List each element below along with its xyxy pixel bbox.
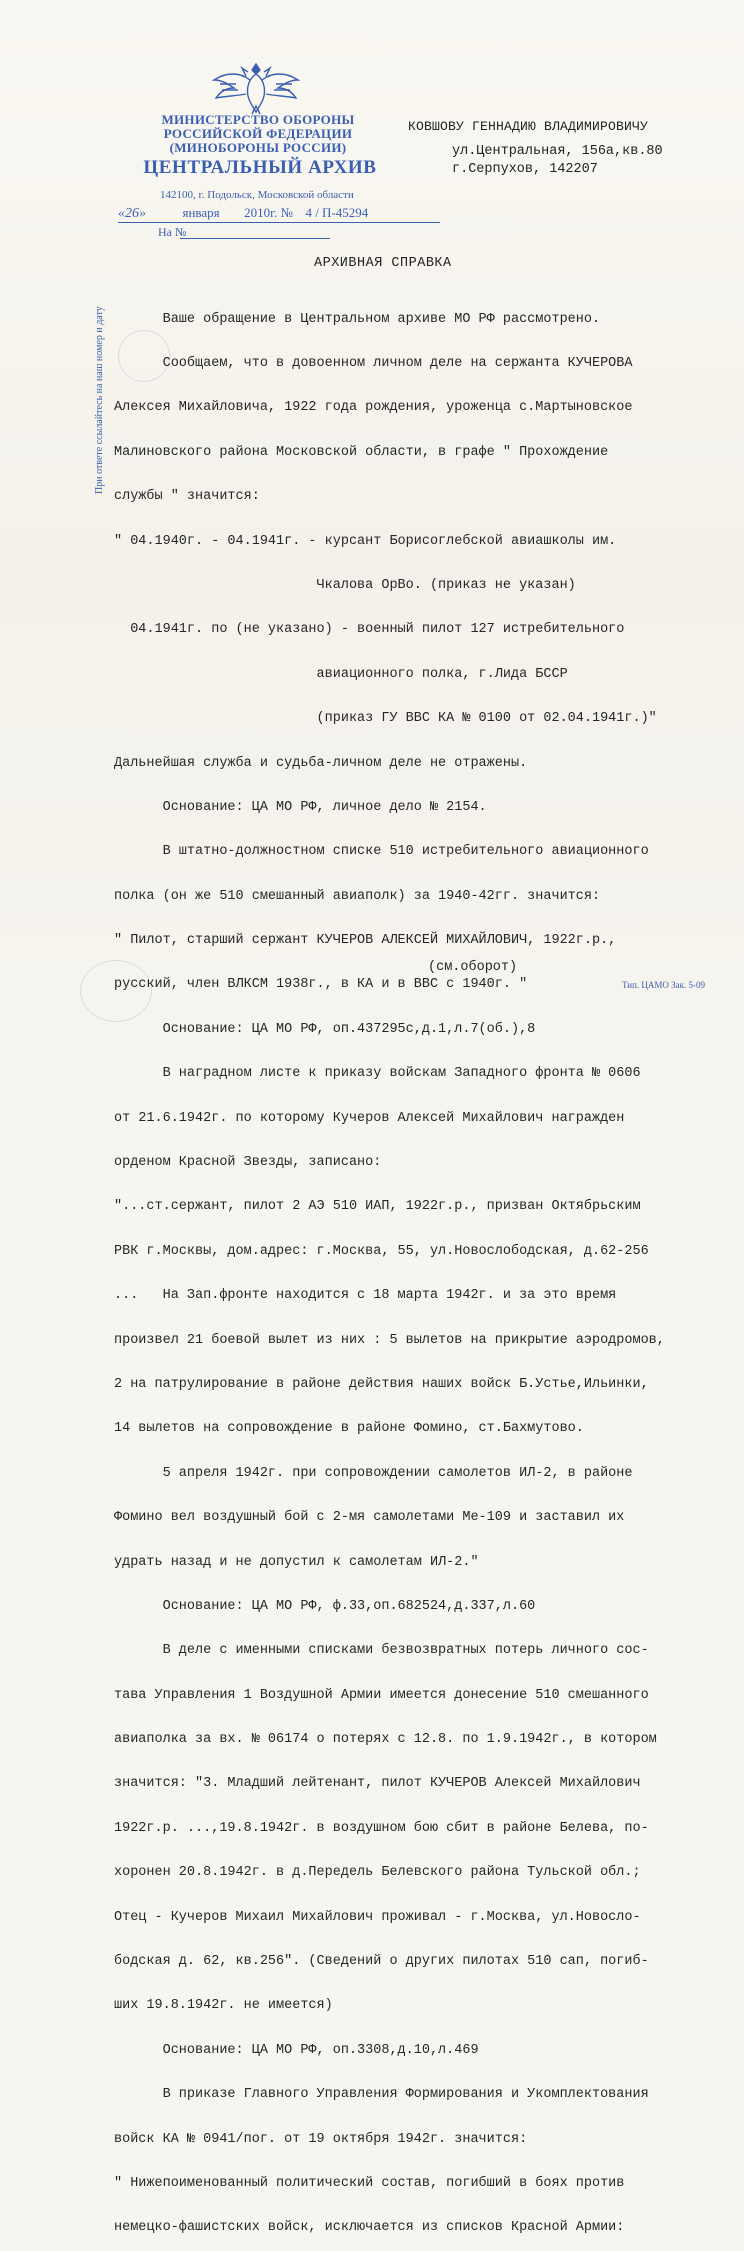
- document-body: [114, 283, 665, 2251]
- reference-number-label: На №: [158, 225, 187, 239]
- body-line: удрать назад и не допустил к самолетам ИЛ-2.": [114, 1554, 479, 1570]
- body-line: хоронен 20.8.1942г. в д.Передель Белевского района Тульской обл.;: [114, 1865, 641, 1881]
- body-line: Ваше обращение в Центральном архиве МО РФ рассмотрено.: [114, 311, 601, 327]
- body-line: произвел 21 боевой вылет из них : 5 вылетов на прикрытие аэродромов,: [114, 1332, 665, 1348]
- date-year: 10: [257, 205, 271, 220]
- body-line: РВК г.Москвы, дом.адрес: г.Москва, 55, ул.Новослободская, д.62-256: [114, 1243, 649, 1259]
- body-line: (приказ ГУ ВВС КА № 0100 от 02.04.1941г.)": [114, 711, 657, 727]
- body-line: 1922г.р. ...,19.8.1942г. в воздушном бою сбит в районе Белева, по-: [114, 1820, 649, 1836]
- body-line: авиационного полка, г.Лида БССР: [114, 666, 568, 682]
- recipient-city: г.Серпухов, 142207: [452, 162, 598, 177]
- body-line: Основание: ЦА МО РФ, личное дело № 2154.: [114, 799, 487, 815]
- recipient-name: КОВШОВУ ГЕННАДИЮ ВЛАДИМИРОВИЧУ: [408, 119, 649, 134]
- body-line: войск КА № 0941/пог. от 19 октября 1942г. значится:: [114, 2131, 528, 2147]
- body-line: полка (он же 510 смешанный авиаполк) за 1940-42гг. значится:: [114, 888, 601, 904]
- outgoing-date-number: [118, 205, 368, 222]
- date-year-prefix: 20: [244, 205, 258, 220]
- archive-name: ЦЕНТРАЛЬНЫЙ АРХИВ: [143, 157, 377, 178]
- body-line: немецко-фашистских войск, исключается из списков Красной Армии:: [114, 2220, 625, 2236]
- body-line: " 04.1940г. - 04.1941г. - курсант Борисоглебской авиашколы им.: [114, 533, 617, 549]
- ministry-line-1: МИНИСТЕРСТВО ОБОРОНЫ: [161, 112, 355, 127]
- body-line: Чкалова ОрВо. (приказ не указан): [114, 577, 576, 593]
- ministry-name: [148, 113, 368, 155]
- body-line: 2 на патрулирование в районе действия наших войск Б.Устье,Ильинки,: [114, 1376, 649, 1392]
- body-line: ших 19.8.1942г. не имеется): [114, 1998, 333, 2014]
- body-line: Основание: ЦА МО РФ, ф.33,оп.682524,д.337,л.60: [114, 1598, 536, 1614]
- body-line: авиаполка за вх. № 06174 о потерях с 12.8. по 1.9.1942г., в котором: [114, 1732, 657, 1748]
- body-line: " Пилот, старший сержант КУЧЕРОВ АЛЕКСЕЙ МИХАЙЛОВИЧ, 1922г.р.,: [114, 933, 617, 949]
- double-headed-eagle-emblem: [206, 58, 306, 116]
- body-line: тава Управления 1 Воздушной Армии имеется донесение 510 смешанного: [114, 1687, 649, 1703]
- body-line: В деле с именными списками безвозвратных потерь личного сос-: [114, 1643, 649, 1659]
- body-line: 14 вылетов на сопровождение в районе Фомино, ст.Бахмутово.: [114, 1421, 584, 1437]
- body-line: ... На Зап.фронте находится с 18 марта 1942г. и за это время: [114, 1288, 617, 1304]
- body-line: Фомино вел воздушный бой с 2-мя самолетами Ме-109 и заставил их: [114, 1510, 625, 1526]
- body-line: В штатно-должностном списке 510 истребительного авиационного: [114, 844, 649, 860]
- reply-instruction-note: При ответе ссылайтесь на наш номер и дату: [94, 306, 105, 494]
- body-line: бодская д. 62, кв.256". (Сведений о других пилотах 510 сап, погиб-: [114, 1954, 649, 1970]
- date-day: «26»: [118, 206, 146, 221]
- body-line: от 21.6.1942г. по которому Кучеров Алексей Михайлович награжден: [114, 1110, 625, 1126]
- body-line: В наградном листе к приказу войскам Западного фронта № 0606: [114, 1066, 641, 1082]
- body-line: Отец - Кучеров Михаил Михайлович проживал - г.Москва, ул.Новосло-: [114, 1909, 641, 1925]
- faint-stamp-mark: [118, 330, 170, 382]
- archive-address: 142100, г. Подольск, Московской области: [160, 189, 354, 201]
- body-line: 5 апреля 1942г. при сопровождении самолетов ИЛ-2, в районе: [114, 1465, 633, 1481]
- body-line: Сообщаем, что в довоенном личном деле на сержанта КУЧЕРОВА: [114, 355, 633, 371]
- document-title: АРХИВНАЯ СПРАВКА: [314, 256, 452, 271]
- date-underline: [118, 222, 440, 223]
- body-line: орденом Красной Звезды, записано:: [114, 1155, 382, 1171]
- continuation-note: (см.оборот): [428, 960, 518, 975]
- body-line: " Нижепоименованный политический состав, погибший в боях против: [114, 2176, 625, 2191]
- body-line: "...ст.сержант, пилот 2 АЭ 510 ИАП, 1922г.р., призван Октябрьским: [114, 1199, 641, 1215]
- body-line: русский, член ВЛКСМ 1938г., в КА и в ВВС с 1940г. ": [114, 977, 528, 993]
- ministry-line-3: (МИНОБОРОНЫ РОССИИ): [169, 140, 347, 155]
- body-line: службы " значится:: [114, 489, 260, 505]
- body-line: В приказе Главного Управления Формирования и Укомплектования: [114, 2087, 649, 2103]
- recipient-address: [452, 143, 663, 179]
- outgoing-number: 4 / П-45294: [305, 205, 369, 220]
- body-line: Дальнейшая служба и судьба-личном деле не отражены.: [114, 755, 528, 771]
- faint-stamp-mark: [80, 960, 152, 1022]
- body-line: значится: "3. Младший лейтенант, пилот КУЧЕРОВ Алексей Михайлович: [114, 1776, 641, 1792]
- print-mark: Тип. ЦАМО Зак. 5-09: [622, 980, 706, 990]
- date-month: января: [182, 205, 220, 220]
- body-line: 04.1941г. по (не указано) - военный пилот 127 истребительного: [114, 622, 625, 638]
- reference-underline: [180, 238, 330, 239]
- ministry-line-2: РОССИЙСКОЙ ФЕДЕРАЦИИ: [163, 126, 353, 141]
- recipient-street: ул.Центральная, 156а,кв.80: [452, 144, 663, 159]
- body-line: Алексея Михайловича, 1922 года рождения, уроженца с.Мартыновское: [114, 400, 633, 416]
- number-label: г. №: [270, 205, 293, 220]
- body-line: Малиновского района Московской области, в графе " Прохождение: [114, 444, 609, 460]
- body-line: Основание: ЦА МО РФ, оп.437295с,д.1,л.7(об.),8: [114, 1021, 536, 1037]
- body-line: Основание: ЦА МО РФ, оп.3308,д.10,л.469: [114, 2042, 479, 2058]
